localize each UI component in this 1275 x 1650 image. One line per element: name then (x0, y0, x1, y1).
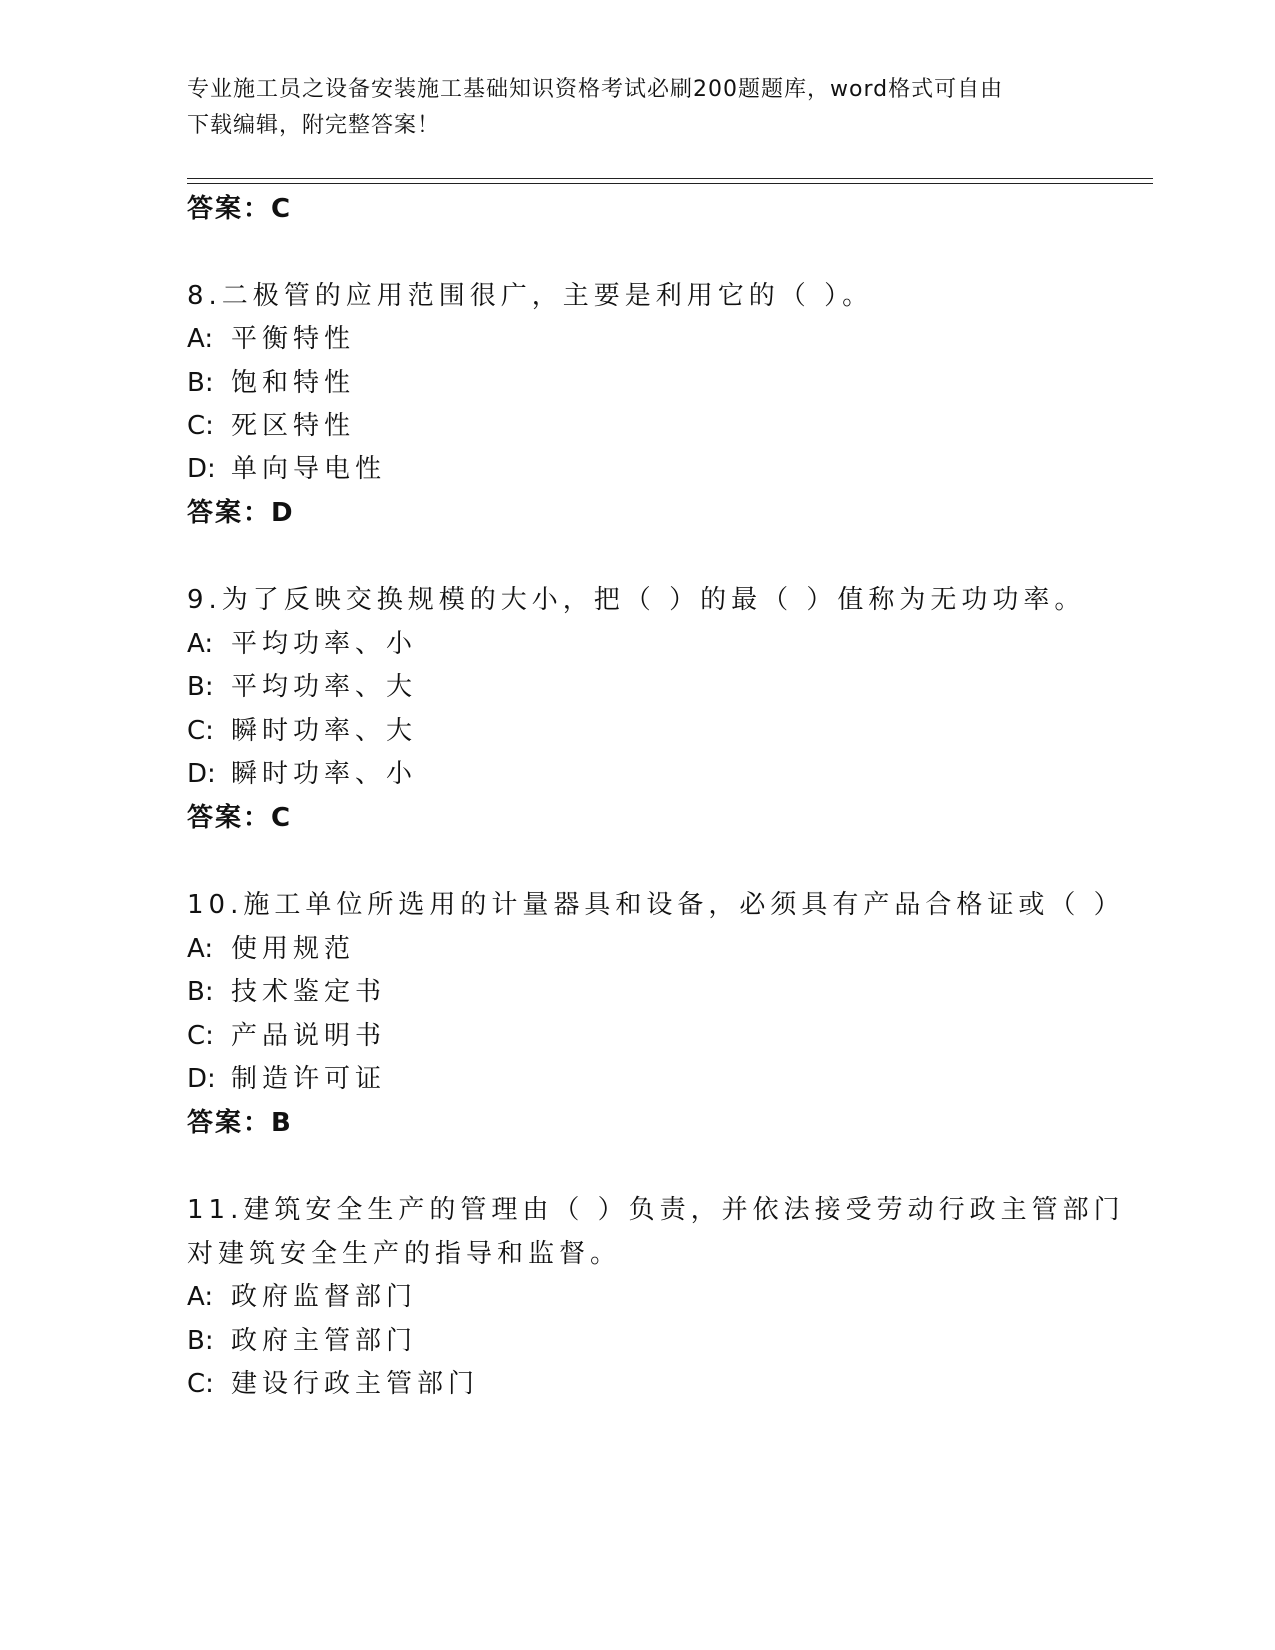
option-letter: B: (187, 368, 214, 398)
option-text: 建设行政主管部门 (231, 1369, 480, 1399)
option-text: 制造许可证 (231, 1064, 387, 1094)
option-c (187, 1019, 386, 1053)
option-letter: D: (187, 454, 216, 484)
option-text: 平均功率、大 (231, 672, 418, 702)
option-text: 技术鉴定书 (231, 977, 387, 1007)
header-line-2: 下载编辑，附完整答案！ (187, 113, 441, 138)
option-text: 政府监督部门 (231, 1282, 418, 1312)
question-stem: 9.为了反映交换规模的大小，把（ ）的最（ ）值称为无功功率。 (187, 585, 1086, 615)
option-text: 使用规范 (231, 934, 356, 964)
option-letter: A: (187, 629, 214, 659)
option-letter: C: (187, 411, 214, 441)
header-line-1: 专业施工员之设备安装施工基础知识资格考试必刷200题题库，word格式可自由 (187, 77, 1004, 102)
option-d (187, 757, 417, 791)
option-letter: A: (187, 934, 214, 964)
header-divider-top (187, 178, 1153, 179)
option-letter: C: (187, 1021, 214, 1051)
option-c (187, 714, 417, 748)
option-text: 政府主管部门 (231, 1326, 418, 1356)
option-text: 平均功率、小 (231, 629, 418, 659)
option-text: 平衡特性 (231, 324, 356, 354)
option-text: 产品说明书 (231, 1021, 387, 1051)
option-b (187, 1324, 417, 1358)
option-a (187, 627, 417, 661)
question-stem: 8.二极管的应用范围很广，主要是利用它的（ ）。 (187, 281, 874, 311)
option-letter: C: (187, 716, 214, 746)
option-text: 瞬时功率、大 (231, 716, 418, 746)
option-letter: A: (187, 1282, 214, 1312)
option-d (187, 1062, 386, 1096)
answer-line: 答案：D (187, 498, 295, 528)
option-letter: B: (187, 977, 214, 1007)
option-a (187, 1280, 417, 1314)
option-d (187, 452, 386, 486)
document-header (187, 72, 1087, 144)
answer-line: 答案：C (187, 803, 293, 833)
option-letter: D: (187, 759, 216, 789)
option-text: 单向导电性 (231, 454, 387, 484)
option-letter: B: (187, 1326, 214, 1356)
answer-line: 答案：C (187, 194, 293, 224)
option-text: 瞬时功率、小 (231, 759, 418, 789)
option-c (187, 1367, 479, 1401)
option-text: 饱和特性 (231, 368, 356, 398)
answer-line: 答案：B (187, 1108, 293, 1138)
option-c (187, 409, 355, 443)
option-b (187, 366, 355, 400)
option-letter: D: (187, 1064, 216, 1094)
option-a (187, 322, 355, 356)
question-stem: 11.建筑安全生产的管理由（ ）负责，并依法接受劳动行政主管部门 (187, 1195, 1125, 1225)
option-a (187, 932, 355, 966)
question-stem: 10.施工单位所选用的计量器具和设备，必须具有产品合格证或（ ） (187, 890, 1125, 920)
option-letter: A: (187, 324, 214, 354)
option-b (187, 670, 417, 704)
option-text: 死区特性 (231, 411, 356, 441)
option-letter: B: (187, 672, 214, 702)
option-letter: C: (187, 1369, 214, 1399)
question-stem-continued: 对建筑安全生产的指导和监督。 (187, 1239, 622, 1269)
header-divider-bottom (187, 183, 1153, 184)
option-b (187, 975, 386, 1009)
